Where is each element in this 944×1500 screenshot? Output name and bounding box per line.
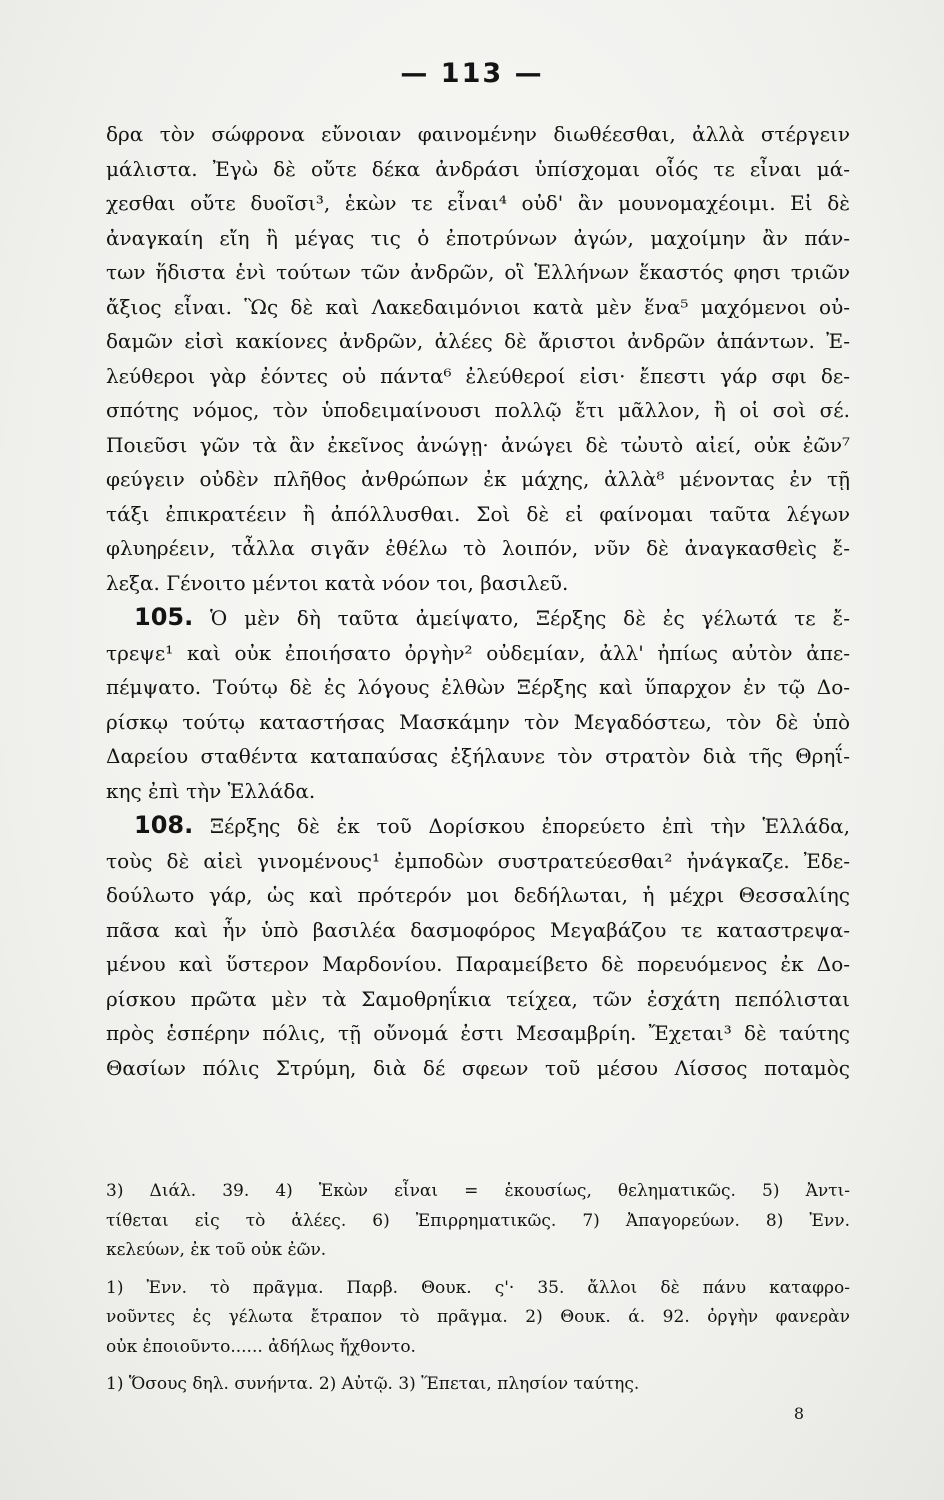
text-line <box>106 497 850 532</box>
line-text: των ἥδιστα ἑνὶ τούτων τῶν ἀνδρῶν, οἳ Ἑλλήνων ἕκαστός φησι τριῶν <box>106 260 850 284</box>
text-line <box>106 670 850 705</box>
line-text: Ποιεῦσι γῶν τὰ ἂν ἐκεῖνος ἀνώγῃ· ἀνώγει δὲ τὠυτὸ αἰεί, οὐκ ἐῶν⁷ <box>106 432 850 457</box>
text-line <box>106 913 850 948</box>
footnote-line: οὐκ ἐποιοῦντο...... ἀδήλως ἤχθοντο. <box>106 1336 416 1357</box>
line-text: ρίσκῳ τούτῳ καταστήσας Μασκάμην τὸν Μεγαδόστεω, τὸν δὲ ὑπὸ <box>106 709 850 734</box>
footnote-line: 1) Ὅσους δηλ. συνήντα. 2) Αὐτῷ. 3) Ἕπεται, πλησίον ταύτης. <box>106 1374 640 1394</box>
text-line <box>106 290 850 325</box>
line-text: πᾶσα καὶ ἦν ὑπὸ βασιλέα δασμοφόρος Μεγαβάζου τε καταστρεψα- <box>106 917 850 942</box>
text-line <box>106 878 850 913</box>
line-text: δούλωτο γάρ, ὡς καὶ πρότερόν μοι δεδήλωται, ἡ μέχρι Θεσσαλίης <box>106 883 850 907</box>
text-line <box>106 531 850 566</box>
line-text: κης ἐπὶ τὴν Ἑλλάδα. <box>106 778 316 803</box>
footnote-group <box>106 1274 850 1363</box>
text-line <box>106 221 850 256</box>
line-text: τάξι ἐπικρατέειν ἢ ἀπόλλυσθαι. Σοὶ δὲ εἰ φαίνομαι ταῦτα λέγων <box>106 501 850 526</box>
text-line <box>106 255 850 290</box>
footnote-group <box>106 1177 850 1266</box>
line-text: φεύγειν οὐδὲν πλῆθος ἀνθρώπων ἐκ μάχης, ἀλλὰ⁸ μένοντας ἐν τῇ <box>106 467 850 491</box>
text-line <box>106 1051 850 1086</box>
footnote-line: νοῦντες ἐς γέλωτα ἔτραπον τὸ πρᾶγμα. 2) Θουκ. ά. 92. ὀργὴν φανερὰν <box>106 1307 850 1327</box>
text-line <box>106 324 850 359</box>
section-first-line <box>106 600 850 636</box>
text-line <box>106 705 850 740</box>
text-line <box>106 393 850 428</box>
line-text: ἄξιος εἶναι. Ὣς δὲ καὶ Λακεδαιμόνιοι κατὰ μὲν ἕνα⁵ μαχόμενοι οὐ- <box>106 294 850 319</box>
text-line <box>106 152 850 187</box>
text-line <box>106 1016 850 1051</box>
footnote-line: τίθεται εἰς τὸ ἁλέες. 6) Ἐπιρρηματικῶς. 7) Ἀπαγορεύων. 8) Ἐνν. <box>106 1210 850 1231</box>
text-line <box>106 359 850 394</box>
line-text: λεύθεροι γὰρ ἐόντες οὐ πάντα⁶ ἐλεύθεροί εἰσι· ἔπεστι γάρ σφι δε- <box>106 363 850 388</box>
footnote-line: κελεύων, ἐκ τοῦ οὐκ ἐῶν. <box>106 1240 327 1260</box>
footnote-group <box>106 1370 850 1400</box>
line-text: ρίσκου πρῶτα μὲν τὰ Σαμοθρηΐκια τείχεα, τῶν ἐσχάτη πεπόλισται <box>106 986 850 1011</box>
line-text: Δαρείου σταθέντα καταπαύσας ἐξήλαυνε τὸν στρατὸν διὰ τῆς Θρηΐ- <box>106 744 850 768</box>
line-text: Ξέρξης δὲ ἐκ τοῦ Δορίσκου ἐπορεύετο ἐπὶ τὴν Ἑλλάδα, <box>193 814 850 838</box>
text-line <box>106 947 850 982</box>
line-text: πέμψατο. Τούτῳ δὲ ἐς λόγους ἐλθὼν Ξέρξης καὶ ὕπαρχον ἐν τῷ Δο- <box>106 675 850 699</box>
line-text: πρὸς ἑσπέρην πόλις, τῇ οὔνομά ἐστι Μεσαμβρίη. Ἔχεται³ δὲ ταύτης <box>106 1021 850 1045</box>
text-line <box>106 462 850 497</box>
text-line <box>106 739 850 774</box>
line-text: δαμῶν εἰσὶ κακίονες ἀνδρῶν, ἁλέες δὲ ἄριστοι ἀνδρῶν ἁπάντων. Ἐ- <box>106 329 850 353</box>
footnotes <box>106 1177 850 1408</box>
text-line <box>106 117 850 152</box>
line-text: Θασίων πόλις Στρύμη, διὰ δέ σφεων τοῦ μέσου Λίσσος ποταμὸς <box>106 1055 850 1080</box>
text-line <box>106 982 850 1017</box>
text-line <box>106 186 850 221</box>
line-text: λεξα. Γένοιτο μέντοι κατὰ νόον τοι, βασιλεῦ. <box>106 570 569 595</box>
line-text: μένου καὶ ὕστερον Μαρδονίου. Παραμείβετο δὲ πορευόμενος ἐκ Δο- <box>106 952 850 976</box>
line-text: Ὁ μὲν δὴ ταῦτα ἀμείψατο, Ξέρξης δὲ ἐς γέλωτά τε ἔ- <box>193 606 850 630</box>
text-line <box>106 566 850 601</box>
text-line <box>106 428 850 463</box>
line-text: τρεψε¹ καὶ οὐκ ἐποιήσατο ὀργὴν² οὐδεμίαν, ἀλλ' ἠπίως αὐτὸν ἀπε- <box>106 640 850 665</box>
line-text: μάλιστα. Ἐγὼ δὲ οὔτε δέκα ἀνδράσι ὑπίσχομαι οἷός τε εἶναι μά- <box>106 156 850 181</box>
footnote-line: 1) Ἐνν. τὸ πρᾶγμα. Παρβ. Θουκ. ς'· 35. ἄλλοι δὲ πάνυ καταφρο- <box>106 1277 850 1298</box>
line-text: φλυηρέειν, τἆλλα σιγᾶν ἐθέλω τὸ λοιπόν, νῦν δὲ ἀναγκασθεὶς ἔ- <box>106 536 850 560</box>
text-line <box>106 774 850 809</box>
section-number: 105. <box>134 603 194 631</box>
main-text <box>106 117 850 1085</box>
text-line <box>106 636 850 671</box>
line-text: ἀναγκαίη εἴη ἢ μέγας τις ὁ ἐποτρύνων ἀγών, μαχοίμην ἂν πάν- <box>106 225 850 250</box>
section-first-line <box>106 808 850 844</box>
line-text: χεσθαι οὔτε δυοῖσι³, ἑκὼν τε εἶναι⁴ οὐδ' ἂν μουνομαχέοιμι. Εἰ δὲ <box>106 191 850 215</box>
text-line <box>106 844 850 879</box>
line-text: τοὺς δὲ αἰεὶ γινομένους¹ ἐμποδὼν συστρατεύεσθαι² ἠνάγκαζε. Ἐδε- <box>106 848 850 873</box>
folio-signature: 8 <box>793 1404 804 1423</box>
line-text: σπότης νόμος, τὸν ὑποδειμαίνουσι πολλῷ ἔτι μᾶλλον, ἢ οἱ σοὶ σέ. <box>106 398 850 422</box>
page-number: — 113 — <box>400 58 544 89</box>
footnote-line: 3) Διάλ. 39. 4) Ἑκὼν εἶναι = ἑκουσίως, θεληματικῶς. 5) Ἀντι- <box>106 1181 850 1201</box>
line-text: δρα τὸν σώφρονα εὔνοιαν φαινομένην διωθέεσθαι, ἀλλὰ στέργειν <box>106 122 850 146</box>
section-number: 108. <box>134 811 194 839</box>
